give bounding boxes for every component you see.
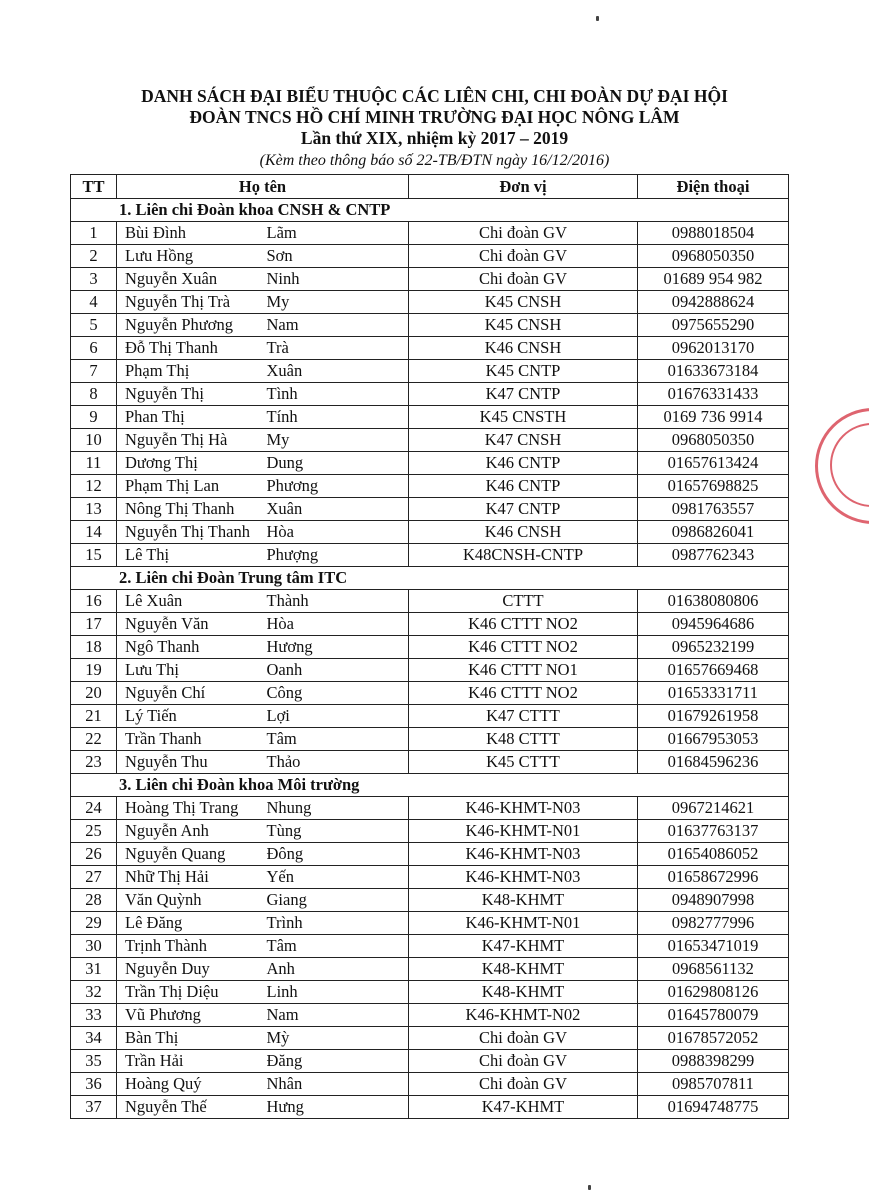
cell-given-name: Tâm <box>263 935 409 958</box>
cell-phone: 0985707811 <box>638 1073 789 1096</box>
table-row <box>71 406 789 429</box>
cell-tt: 26 <box>71 843 117 866</box>
table-row <box>71 866 789 889</box>
cell-given-name: Linh <box>263 981 409 1004</box>
cell-phone: 0968050350 <box>638 245 789 268</box>
header-name: Họ tên <box>117 175 409 199</box>
table-row <box>71 797 789 820</box>
cell-phone: 01657698825 <box>638 475 789 498</box>
cell-unit: Chi đoàn GV <box>409 268 638 291</box>
cell-given-name: Tâm <box>263 728 409 751</box>
cell-family-name: Bàn Thị <box>117 1027 263 1050</box>
table-row <box>71 912 789 935</box>
table-row <box>71 728 789 751</box>
cell-family-name: Trịnh Thành <box>117 935 263 958</box>
table-body <box>71 199 789 1119</box>
cell-unit: K47-KHMT <box>409 1096 638 1119</box>
cell-phone: 0945964686 <box>638 613 789 636</box>
red-seal-stamp <box>815 408 869 524</box>
cell-phone: 0942888624 <box>638 291 789 314</box>
cell-unit: K46 CTTT NO2 <box>409 682 638 705</box>
cell-tt: 17 <box>71 613 117 636</box>
cell-tt: 32 <box>71 981 117 1004</box>
cell-given-name: Xuân <box>263 498 409 521</box>
cell-family-name: Vũ Phương <box>117 1004 263 1027</box>
header-phone: Điện thoại <box>638 175 789 199</box>
cell-family-name: Nguyễn Chí <box>117 682 263 705</box>
cell-unit: K46-KHMT-N01 <box>409 912 638 935</box>
table-row <box>71 590 789 613</box>
cell-given-name: Đông <box>263 843 409 866</box>
cell-family-name: Phạm Thị <box>117 360 263 383</box>
cell-tt: 33 <box>71 1004 117 1027</box>
cell-tt: 3 <box>71 268 117 291</box>
cell-unit: K45 CNSTH <box>409 406 638 429</box>
cell-tt: 5 <box>71 314 117 337</box>
cell-tt: 10 <box>71 429 117 452</box>
cell-unit: K47 CTTT <box>409 705 638 728</box>
cell-tt: 13 <box>71 498 117 521</box>
cell-phone: 01667953053 <box>638 728 789 751</box>
cell-given-name: Tình <box>263 383 409 406</box>
cell-phone: 0967214621 <box>638 797 789 820</box>
cell-family-name: Lê Đăng <box>117 912 263 935</box>
header-unit: Đơn vị <box>409 175 638 199</box>
table-row <box>71 383 789 406</box>
table-row <box>71 452 789 475</box>
cell-unit: CTTT <box>409 590 638 613</box>
cell-phone: 0986826041 <box>638 521 789 544</box>
cell-family-name: Trần Hải <box>117 1050 263 1073</box>
table-row <box>71 682 789 705</box>
table-row <box>71 337 789 360</box>
cell-unit: K46 CNTP <box>409 452 638 475</box>
cell-tt: 30 <box>71 935 117 958</box>
cell-phone: 0965232199 <box>638 636 789 659</box>
cell-unit: Chi đoàn GV <box>409 1027 638 1050</box>
cell-unit: K46 CTTT NO2 <box>409 613 638 636</box>
cell-tt: 29 <box>71 912 117 935</box>
cell-family-name: Trần Thị Diệu <box>117 981 263 1004</box>
cell-given-name: Trình <box>263 912 409 935</box>
cell-unit: K46-KHMT-N03 <box>409 843 638 866</box>
cell-given-name: Sơn <box>263 245 409 268</box>
table-row <box>71 1050 789 1073</box>
cell-tt: 8 <box>71 383 117 406</box>
cell-tt: 2 <box>71 245 117 268</box>
table-row <box>71 314 789 337</box>
cell-unit: K46-KHMT-N03 <box>409 866 638 889</box>
cell-family-name: Hoàng Quý <box>117 1073 263 1096</box>
cell-phone: 01629808126 <box>638 981 789 1004</box>
table-row <box>71 429 789 452</box>
document-title-line-1: DANH SÁCH ĐẠI BIỂU THUỘC CÁC LIÊN CHI, CHI ĐOÀN DỰ ĐẠI HỘI <box>141 86 728 106</box>
cell-tt: 18 <box>71 636 117 659</box>
cell-family-name: Nguyễn Xuân <box>117 268 263 291</box>
table-row <box>71 245 789 268</box>
cell-unit: K46 CTTT NO2 <box>409 636 638 659</box>
cell-tt: 7 <box>71 360 117 383</box>
cell-family-name: Lưu Hồng <box>117 245 263 268</box>
cell-given-name: Hòa <box>263 521 409 544</box>
cell-tt: 34 <box>71 1027 117 1050</box>
cell-phone: 01678572052 <box>638 1027 789 1050</box>
cell-unit: K46 CNSH <box>409 337 638 360</box>
table-row <box>71 843 789 866</box>
table-row <box>71 659 789 682</box>
cell-given-name: Tùng <box>263 820 409 843</box>
cell-tt: 14 <box>71 521 117 544</box>
cell-family-name: Nguyễn Anh <box>117 820 263 843</box>
cell-given-name: Trà <box>263 337 409 360</box>
cell-tt: 31 <box>71 958 117 981</box>
cell-given-name: Lãm <box>263 222 409 245</box>
cell-family-name: Nguyễn Quang <box>117 843 263 866</box>
table-row <box>71 935 789 958</box>
section-title: 2. Liên chi Đoàn Trung tâm ITC <box>71 567 789 590</box>
cell-family-name: Nguyễn Thị Thanh <box>117 521 263 544</box>
table-row <box>71 222 789 245</box>
cell-family-name: Nguyễn Thị Trà <box>117 291 263 314</box>
cell-unit: K48-KHMT <box>409 958 638 981</box>
cell-phone: 01679261958 <box>638 705 789 728</box>
table-header-row <box>71 175 789 199</box>
cell-unit: K46 CNSH <box>409 521 638 544</box>
cell-unit: K46-KHMT-N03 <box>409 797 638 820</box>
cell-phone: 0981763557 <box>638 498 789 521</box>
cell-given-name: Mỳ <box>263 1027 409 1050</box>
table-row <box>71 1073 789 1096</box>
cell-unit: K46 CNTP <box>409 475 638 498</box>
section-header-row <box>71 774 789 797</box>
table-row <box>71 636 789 659</box>
cell-unit: Chi đoàn GV <box>409 222 638 245</box>
table-row <box>71 544 789 567</box>
cell-tt: 28 <box>71 889 117 912</box>
cell-tt: 27 <box>71 866 117 889</box>
cell-unit: K45 CTTT <box>409 751 638 774</box>
cell-phone: 0975655290 <box>638 314 789 337</box>
table-row <box>71 751 789 774</box>
cell-tt: 35 <box>71 1050 117 1073</box>
cell-given-name: Dung <box>263 452 409 475</box>
cell-unit: K46-KHMT-N01 <box>409 820 638 843</box>
cell-family-name: Ngô Thanh <box>117 636 263 659</box>
cell-given-name: Giang <box>263 889 409 912</box>
cell-given-name: Anh <box>263 958 409 981</box>
document-title-line-2: ĐOÀN TNCS HỒ CHÍ MINH TRƯỜNG ĐẠI HỌC NÔNG LÂM <box>189 107 680 127</box>
red-seal-inner-ring <box>830 423 869 507</box>
cell-phone: 01684596236 <box>638 751 789 774</box>
cell-family-name: Nông Thị Thanh <box>117 498 263 521</box>
table-row <box>71 1004 789 1027</box>
cell-phone: 0169 736 9914 <box>638 406 789 429</box>
cell-unit: K45 CNSH <box>409 314 638 337</box>
cell-unit: Chi đoàn GV <box>409 1050 638 1073</box>
cell-given-name: Yến <box>263 866 409 889</box>
cell-family-name: Lê Thị <box>117 544 263 567</box>
cell-phone: 01633673184 <box>638 360 789 383</box>
table-row <box>71 521 789 544</box>
cell-tt: 36 <box>71 1073 117 1096</box>
table-row <box>71 820 789 843</box>
cell-phone: 01657669468 <box>638 659 789 682</box>
cell-tt: 11 <box>71 452 117 475</box>
cell-given-name: Nhân <box>263 1073 409 1096</box>
cell-family-name: Lý Tiến <box>117 705 263 728</box>
section-title: 3. Liên chi Đoàn khoa Môi trường <box>71 774 789 797</box>
cell-family-name: Nhữ Thị Hải <box>117 866 263 889</box>
table-row <box>71 1096 789 1119</box>
cell-phone: 01676331433 <box>638 383 789 406</box>
section-header-row <box>71 199 789 222</box>
cell-unit: Chi đoàn GV <box>409 1073 638 1096</box>
cell-family-name: Nguyễn Thị <box>117 383 263 406</box>
cell-given-name: Công <box>263 682 409 705</box>
cell-family-name: Đỗ Thị Thanh <box>117 337 263 360</box>
cell-phone: 0962013170 <box>638 337 789 360</box>
cell-family-name: Phan Thị <box>117 406 263 429</box>
cell-family-name: Nguyễn Thu <box>117 751 263 774</box>
cell-given-name: Hương <box>263 636 409 659</box>
cell-given-name: Xuân <box>263 360 409 383</box>
cell-tt: 25 <box>71 820 117 843</box>
cell-unit: K47 CNSH <box>409 429 638 452</box>
cell-tt: 20 <box>71 682 117 705</box>
cell-family-name: Trần Thanh <box>117 728 263 751</box>
cell-tt: 9 <box>71 406 117 429</box>
cell-phone: 01694748775 <box>638 1096 789 1119</box>
delegate-table <box>70 174 789 1119</box>
document-subtitle: (Kèm theo thông báo số 22-TB/ĐTN ngày 16/12/2016) <box>259 152 610 169</box>
cell-given-name: Ninh <box>263 268 409 291</box>
cell-unit: K48 CTTT <box>409 728 638 751</box>
document-title-line-3: Lần thứ XIX, nhiệm kỳ 2017 – 2019 <box>300 128 569 148</box>
cell-phone: 01654086052 <box>638 843 789 866</box>
cell-unit: K48CNSH-CNTP <box>409 544 638 567</box>
cell-given-name: Phương <box>263 475 409 498</box>
section-title: 1. Liên chi Đoàn khoa CNSH & CNTP <box>71 199 789 222</box>
cell-phone: 0968561132 <box>638 958 789 981</box>
cell-phone: 01657613424 <box>638 452 789 475</box>
cell-tt: 37 <box>71 1096 117 1119</box>
cell-unit: K48-KHMT <box>409 981 638 1004</box>
cell-tt: 24 <box>71 797 117 820</box>
cell-phone: 01638080806 <box>638 590 789 613</box>
cell-given-name: Nhung <box>263 797 409 820</box>
cell-tt: 16 <box>71 590 117 613</box>
cell-given-name: Đăng <box>263 1050 409 1073</box>
cell-given-name: Thành <box>263 590 409 613</box>
cell-family-name: Dương Thị <box>117 452 263 475</box>
cell-tt: 6 <box>71 337 117 360</box>
section-header-row <box>71 567 789 590</box>
cell-phone: 01653471019 <box>638 935 789 958</box>
scan-speck <box>588 1185 591 1190</box>
cell-phone: 01637763137 <box>638 820 789 843</box>
cell-family-name: Lê Xuân <box>117 590 263 613</box>
table-row <box>71 613 789 636</box>
cell-unit: K47 CNTP <box>409 498 638 521</box>
cell-given-name: Nam <box>263 314 409 337</box>
cell-unit: Chi đoàn GV <box>409 245 638 268</box>
cell-phone: 01653331711 <box>638 682 789 705</box>
cell-given-name: Oanh <box>263 659 409 682</box>
cell-family-name: Lưu Thị <box>117 659 263 682</box>
scan-speck <box>596 16 599 21</box>
table-row <box>71 498 789 521</box>
table-row <box>71 958 789 981</box>
cell-given-name: My <box>263 429 409 452</box>
cell-unit: K47-KHMT <box>409 935 638 958</box>
cell-tt: 15 <box>71 544 117 567</box>
cell-family-name: Nguyễn Duy <box>117 958 263 981</box>
table-row <box>71 981 789 1004</box>
cell-given-name: Hưng <box>263 1096 409 1119</box>
table-row <box>71 889 789 912</box>
cell-family-name: Nguyễn Phương <box>117 314 263 337</box>
cell-phone: 01645780079 <box>638 1004 789 1027</box>
cell-tt: 23 <box>71 751 117 774</box>
cell-tt: 19 <box>71 659 117 682</box>
cell-phone: 0988018504 <box>638 222 789 245</box>
cell-given-name: Hòa <box>263 613 409 636</box>
cell-phone: 0987762343 <box>638 544 789 567</box>
cell-tt: 1 <box>71 222 117 245</box>
cell-family-name: Hoàng Thị Trang <box>117 797 263 820</box>
cell-phone: 0968050350 <box>638 429 789 452</box>
cell-phone: 0948907998 <box>638 889 789 912</box>
table-row <box>71 268 789 291</box>
table-row <box>71 475 789 498</box>
cell-unit: K45 CNTP <box>409 360 638 383</box>
cell-given-name: Nam <box>263 1004 409 1027</box>
header-tt: TT <box>71 175 117 199</box>
table-row <box>71 705 789 728</box>
cell-phone: 01658672996 <box>638 866 789 889</box>
cell-tt: 22 <box>71 728 117 751</box>
cell-unit: K46-KHMT-N02 <box>409 1004 638 1027</box>
table-row <box>71 291 789 314</box>
cell-given-name: My <box>263 291 409 314</box>
cell-given-name: Phượng <box>263 544 409 567</box>
cell-given-name: Tính <box>263 406 409 429</box>
cell-tt: 12 <box>71 475 117 498</box>
cell-phone: 0988398299 <box>638 1050 789 1073</box>
cell-family-name: Văn Quỳnh <box>117 889 263 912</box>
cell-unit: K45 CNSH <box>409 291 638 314</box>
cell-unit: K48-KHMT <box>409 889 638 912</box>
cell-phone: 01689 954 982 <box>638 268 789 291</box>
cell-unit: K46 CTTT NO1 <box>409 659 638 682</box>
cell-family-name: Nguyễn Thị Hà <box>117 429 263 452</box>
cell-unit: K47 CNTP <box>409 383 638 406</box>
cell-given-name: Thảo <box>263 751 409 774</box>
table-row <box>71 1027 789 1050</box>
table-row <box>71 360 789 383</box>
cell-tt: 21 <box>71 705 117 728</box>
cell-family-name: Nguyễn Thế <box>117 1096 263 1119</box>
cell-family-name: Bùi Đình <box>117 222 263 245</box>
cell-family-name: Nguyễn Văn <box>117 613 263 636</box>
cell-given-name: Lợi <box>263 705 409 728</box>
cell-phone: 0982777996 <box>638 912 789 935</box>
cell-family-name: Phạm Thị Lan <box>117 475 263 498</box>
cell-tt: 4 <box>71 291 117 314</box>
